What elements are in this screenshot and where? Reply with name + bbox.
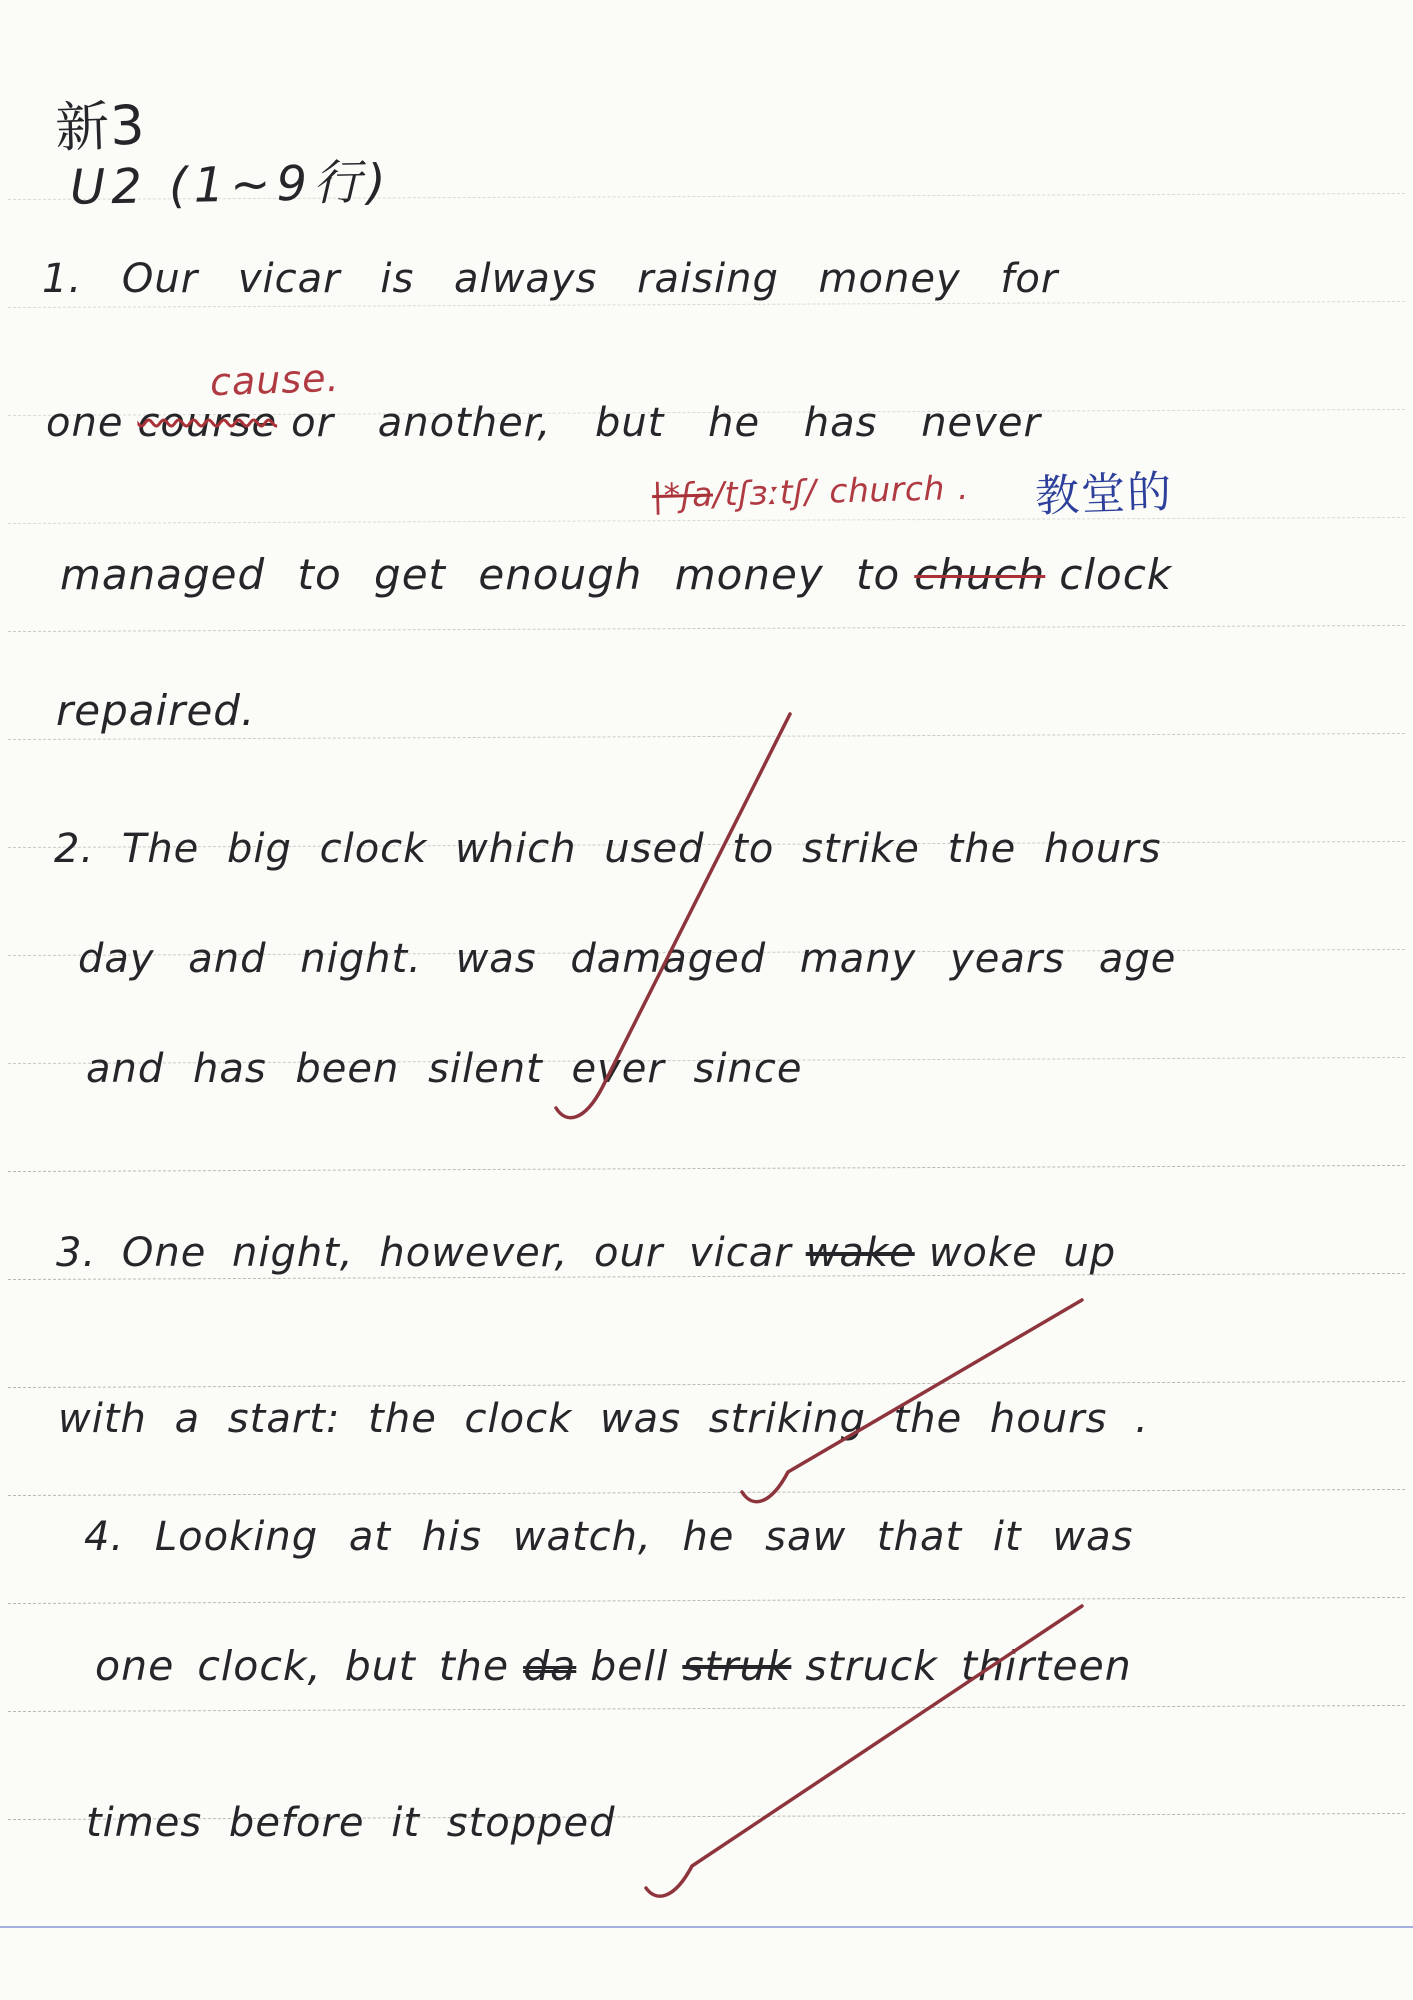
ipa-annotation	[652, 468, 970, 515]
rule-line	[8, 1165, 1405, 1172]
word-chuch-struck: chuch	[914, 550, 1046, 599]
word-course-struck: course	[137, 400, 278, 446]
rule-line	[8, 517, 1405, 524]
word-woke-up: woke up	[928, 1230, 1117, 1276]
word-struk-struck: struk	[682, 1642, 792, 1690]
ipa-struck-part: |*ʃa	[651, 474, 714, 516]
chinese-gloss-note: 教堂的	[1034, 466, 1175, 523]
sentence-1-line-3	[60, 550, 1172, 599]
sentence-2-line-2: day and night. was damaged many years age	[78, 936, 1177, 982]
sentence-3-line-1-start: 3. One night, however, our vicar	[56, 1230, 792, 1276]
sentence-3-line-2: with a start: the clock was striking the hours .	[58, 1396, 1149, 1442]
rule-line	[8, 301, 1405, 308]
word-clock: clock	[1059, 550, 1173, 599]
word-one: one	[46, 400, 124, 446]
word-bell: bell	[590, 1642, 669, 1690]
sentence-1-line-2-rest: or another, but he has never	[291, 400, 1041, 446]
rule-line	[8, 1597, 1405, 1604]
sentence-4-line-3: times before it stopped	[86, 1800, 616, 1846]
unit-title: U2 (1~9行)	[69, 154, 393, 216]
rule-line	[8, 1489, 1405, 1496]
sentence-4-line-2-start: one clock, but the	[95, 1642, 510, 1690]
sentence-1-line-3-start: managed to get enough money to	[60, 550, 901, 599]
sentence-2-line-1: 2. The big clock which used to strike the hours	[54, 826, 1162, 872]
notebook-title: 新3	[54, 93, 147, 160]
sentence-4-line-1: 4. Looking at his watch, he saw that it was	[84, 1514, 1134, 1560]
page-bottom-rule	[0, 1926, 1413, 1928]
sentence-1-line-1: 1. Our vicar is always raising money for	[42, 256, 1059, 302]
word-wake-struck: wake	[805, 1230, 915, 1276]
rule-line	[8, 625, 1405, 632]
sentence-1-line-2	[46, 400, 1055, 446]
sentence-2-line-3: and has been silent ever since	[86, 1046, 803, 1092]
sentence-1-line-4: repaired.	[56, 686, 256, 735]
word-scribbled-out: da	[523, 1642, 577, 1690]
ipa-church: /tʃɜːtʃ/ church .	[712, 467, 970, 514]
correction-cause: cause.	[209, 355, 341, 405]
sentence-3-line-1	[56, 1230, 1116, 1276]
rule-line	[8, 1381, 1405, 1388]
rule-line	[8, 1705, 1405, 1712]
sentence-4-line-2	[95, 1642, 1132, 1690]
word-struck-thirteen: struck thirteen	[805, 1642, 1132, 1690]
